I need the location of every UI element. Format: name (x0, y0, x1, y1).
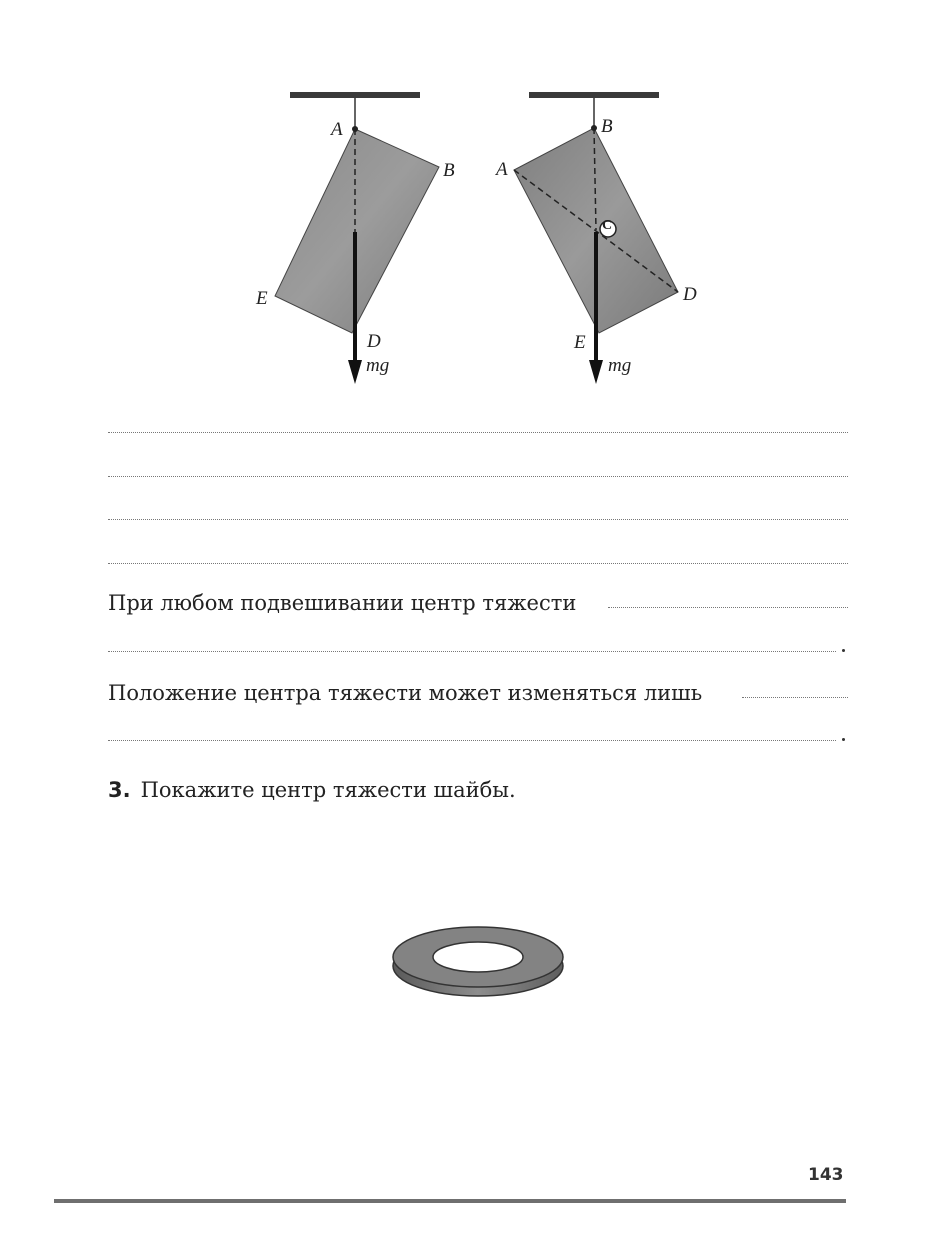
label-right-point-c: C (602, 218, 613, 233)
answer-line-1[interactable] (108, 432, 848, 433)
suspension-point-right (591, 125, 597, 131)
label-left-point-e: E (256, 288, 268, 309)
label-right-point-b: B (601, 116, 613, 137)
fill-in-line-2b[interactable] (108, 740, 836, 741)
label-left-point-d: D (367, 331, 381, 352)
ceiling-bar-left (290, 92, 420, 98)
label-left-force: mg⃗ (366, 355, 404, 376)
suspension-point-left (352, 126, 358, 132)
label-right-force: mg⃗ (608, 355, 646, 376)
label-right-point-d: D (683, 284, 697, 305)
label-left-point-a: A (331, 119, 343, 140)
task-number: 3. (108, 778, 131, 802)
answer-line-4[interactable] (108, 563, 848, 564)
gravity-arrowhead-left (348, 360, 362, 384)
fill-in-line-1a[interactable] (608, 607, 848, 608)
statement-position-change: Положение центра тяжести может изменяться лишь (108, 681, 703, 705)
period-mark-1 (842, 649, 845, 652)
gravity-arrowhead-right (589, 360, 603, 384)
label-right-point-e: E (574, 332, 586, 353)
period-mark-2 (842, 738, 845, 741)
answer-line-2[interactable] (108, 476, 848, 477)
page-number: 143 (808, 1165, 844, 1185)
label-right-point-a: A (496, 159, 508, 180)
ceiling-bar-right (529, 92, 659, 98)
fill-in-line-1b[interactable] (108, 651, 836, 652)
fill-in-line-2a[interactable] (742, 697, 848, 698)
statement-center-of-gravity: При любом подвешивании центр тяжести (108, 591, 577, 615)
washer-illustration (393, 927, 563, 996)
task-text: Покажите центр тяжести шайбы. (140, 778, 516, 802)
footer-rule (54, 1199, 846, 1203)
answer-line-3[interactable] (108, 519, 848, 520)
task-3 (108, 780, 516, 801)
label-left-point-b: B (443, 160, 455, 181)
